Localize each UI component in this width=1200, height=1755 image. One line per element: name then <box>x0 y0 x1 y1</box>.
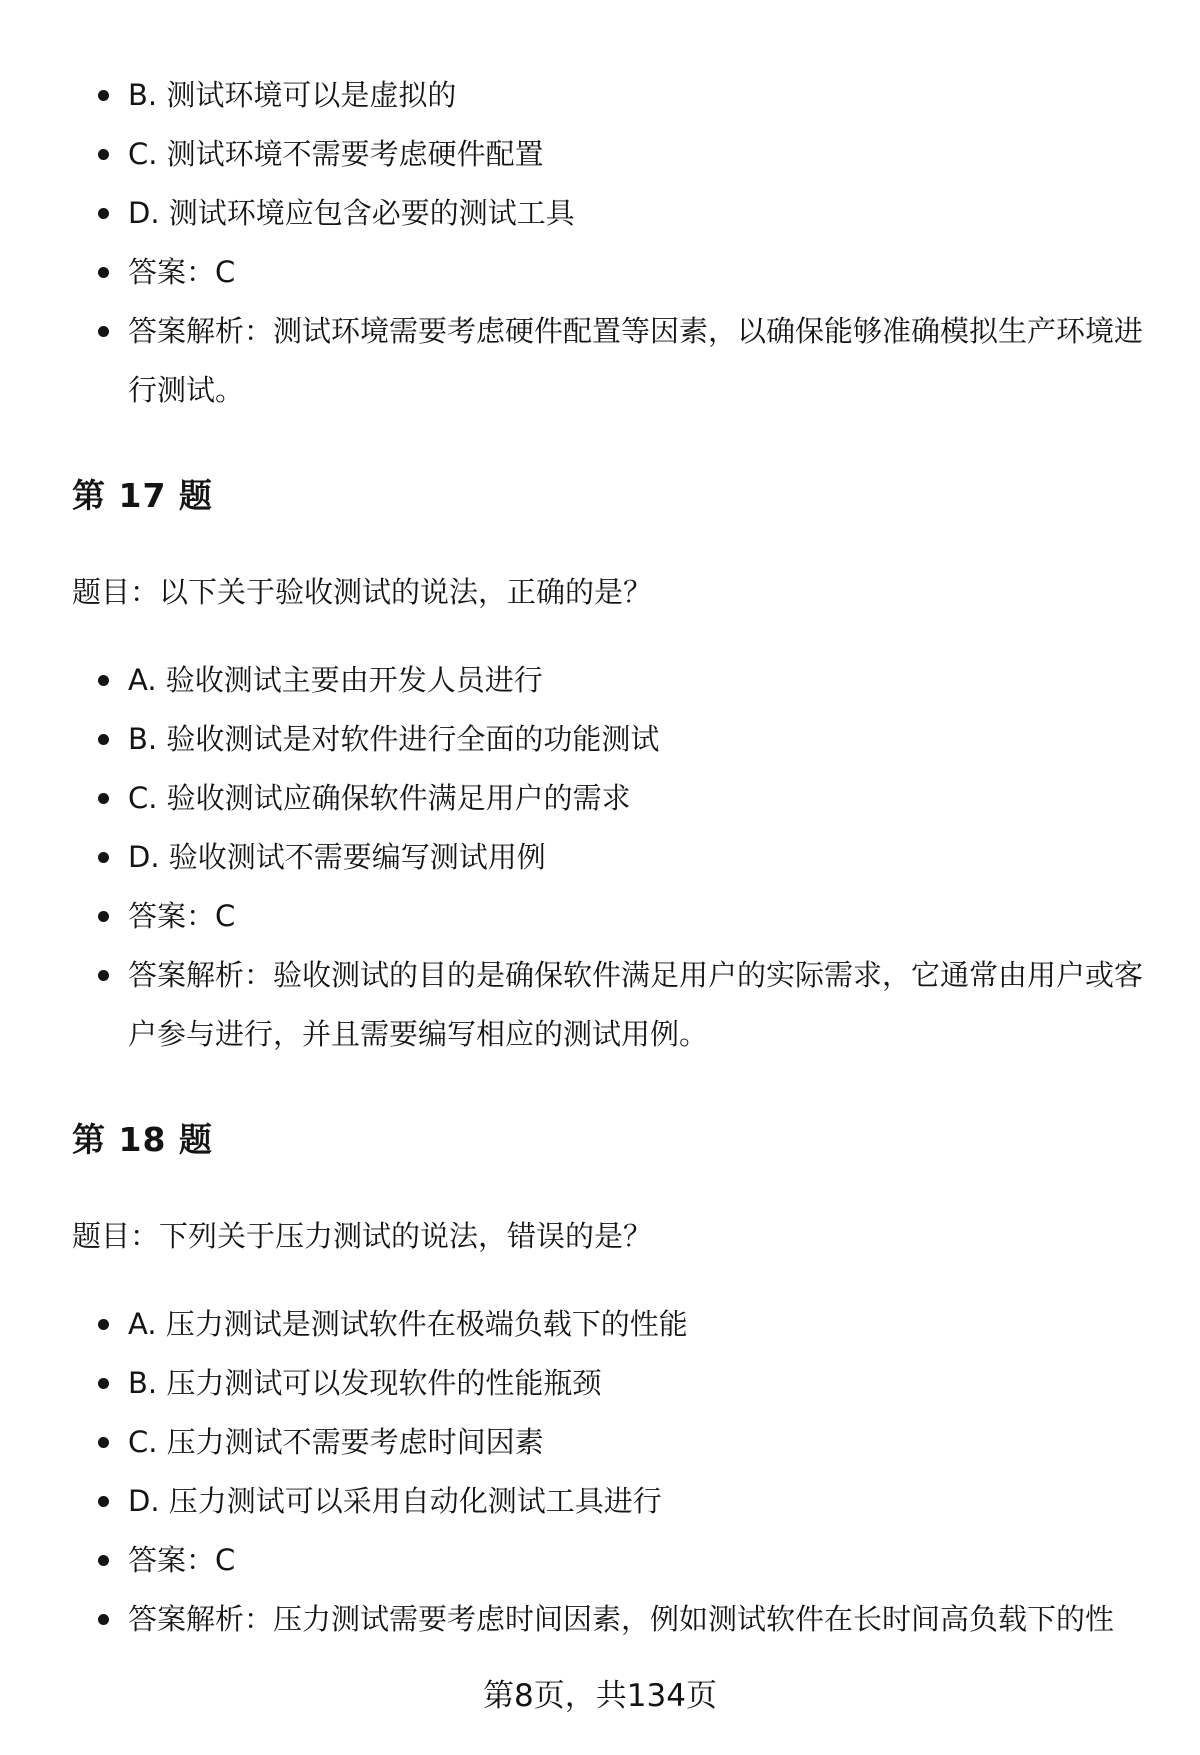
list-item <box>0 1531 1200 1590</box>
question-heading: 第 18 题 <box>72 1120 213 1159</box>
explanation-text: 答案解析：验收测试的目的是确保软件满足用户的实际需求，它通常由用户或客户参与进行，并且需要编写相应的测试用例。 <box>128 958 1144 1051</box>
bullet-icon <box>98 208 109 219</box>
bullet-icon <box>98 970 109 981</box>
q18-options-block <box>0 1295 1200 1649</box>
bullet-icon <box>98 1378 109 1389</box>
list-item <box>0 1354 1200 1413</box>
option-text: A. 压力测试是测试软件在极端负载下的性能 <box>128 1307 688 1341</box>
bullet-icon <box>98 1437 109 1448</box>
q18-options-list <box>0 1295 1200 1649</box>
list-item <box>0 946 1200 1064</box>
list-item <box>0 66 1200 125</box>
bullet-icon <box>98 734 109 745</box>
bullet-icon <box>98 852 109 863</box>
option-text: C. 测试环境不需要考虑硬件配置 <box>128 137 544 171</box>
bullet-icon <box>98 326 109 337</box>
list-item <box>0 651 1200 710</box>
bullet-icon <box>98 90 109 101</box>
bullet-icon <box>98 267 109 278</box>
bullet-icon <box>98 1614 109 1625</box>
list-item <box>0 1472 1200 1531</box>
list-item <box>0 302 1200 420</box>
answer-text: 答案：C <box>128 255 236 289</box>
list-item <box>0 828 1200 887</box>
list-item <box>0 1590 1200 1649</box>
q16-options-block <box>0 66 1200 420</box>
option-text: B. 压力测试可以发现软件的性能瓶颈 <box>128 1366 602 1400</box>
option-text: D. 压力测试可以采用自动化测试工具进行 <box>128 1484 662 1518</box>
page-number-footer: 第8页，共134页 <box>483 1678 717 1714</box>
question-text: 题目：以下关于验收测试的说法，正确的是？ <box>72 575 653 609</box>
q17-options-block <box>0 651 1200 1064</box>
bullet-icon <box>98 149 109 160</box>
bullet-icon <box>98 1319 109 1330</box>
answer-text: 答案：C <box>128 899 236 933</box>
list-item <box>0 887 1200 946</box>
option-text: B. 测试环境可以是虚拟的 <box>128 78 457 112</box>
option-text: D. 测试环境应包含必要的测试工具 <box>128 196 575 230</box>
question-text: 题目：下列关于压力测试的说法，错误的是？ <box>72 1219 653 1253</box>
option-text: D. 验收测试不需要编写测试用例 <box>128 840 546 874</box>
list-item <box>0 184 1200 243</box>
list-item <box>0 1413 1200 1472</box>
explanation-text: 答案解析：压力测试需要考虑时间因素，例如测试软件在长时间高负载下的性 <box>128 1602 1115 1636</box>
question-heading: 第 17 题 <box>72 476 213 515</box>
list-item <box>0 769 1200 828</box>
option-text: B. 验收测试是对软件进行全面的功能测试 <box>128 722 660 756</box>
explanation-text: 答案解析：测试环境需要考虑硬件配置等因素，以确保能够准确模拟生产环境进行测试。 <box>128 314 1144 407</box>
list-item <box>0 125 1200 184</box>
answer-text: 答案：C <box>128 1543 236 1577</box>
option-text: A. 验收测试主要由开发人员进行 <box>128 663 543 697</box>
option-text: C. 验收测试应确保软件满足用户的需求 <box>128 781 631 815</box>
bullet-icon <box>98 675 109 686</box>
bullet-icon <box>98 1555 109 1566</box>
bullet-icon <box>98 1496 109 1507</box>
q16-options-list <box>0 66 1200 420</box>
option-text: C. 压力测试不需要考虑时间因素 <box>128 1425 544 1459</box>
bullet-icon <box>98 911 109 922</box>
q17-options-list <box>0 651 1200 1064</box>
bullet-icon <box>98 793 109 804</box>
list-item <box>0 1295 1200 1354</box>
list-item <box>0 710 1200 769</box>
list-item <box>0 243 1200 302</box>
